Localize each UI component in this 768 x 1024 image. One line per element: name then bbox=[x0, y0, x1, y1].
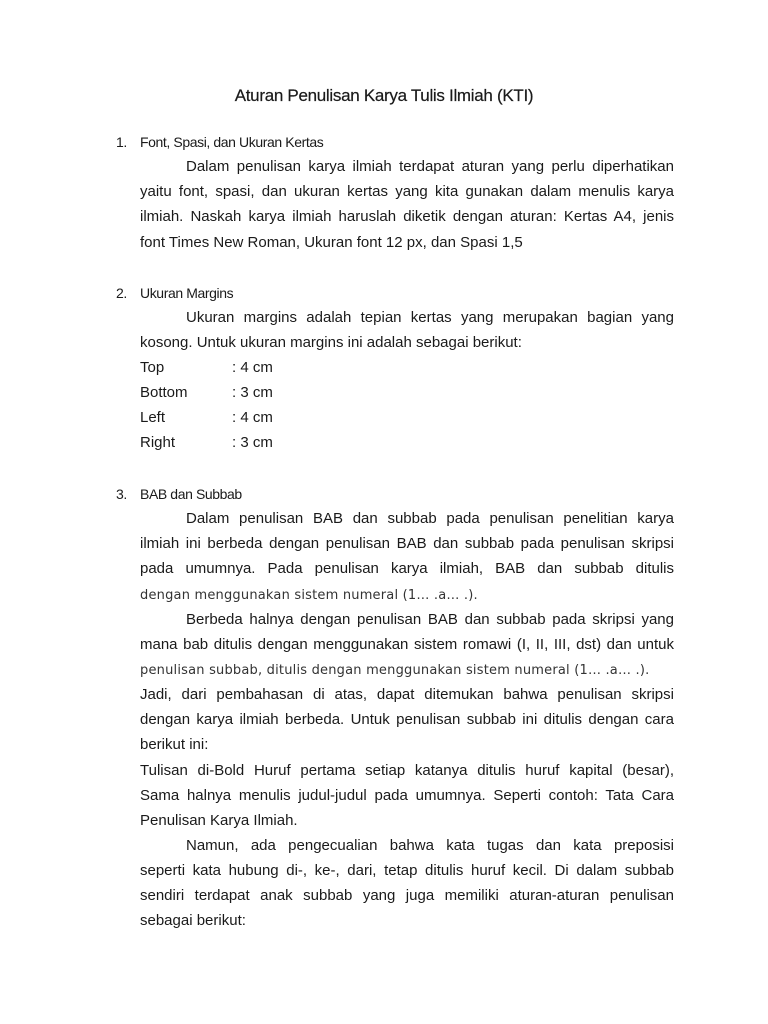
paragraph-line: ilmiah. Naskah karya ilmiah haruslah diketik dengan aturan: Kertas A4, jenis bbox=[140, 208, 674, 225]
margin-label: Right bbox=[140, 434, 176, 451]
paragraph-line: sendiri terdapat anak subbab yang juga memiliki aturan-aturan penulisan bbox=[140, 887, 674, 904]
margin-row bbox=[140, 409, 273, 426]
margin-value: : 4 cm bbox=[232, 409, 273, 426]
paragraph-line: yaitu font, spasi, dan ukuran kertas yang kita gunakan dalam menulis karya bbox=[140, 183, 674, 200]
section-1-heading bbox=[116, 134, 323, 150]
section-3-number: 3. bbox=[116, 486, 127, 502]
margin-value: : 3 cm bbox=[232, 434, 273, 451]
paragraph-line: Tulisan di-Bold Huruf pertama setiap katanya ditulis huruf kapital (besar), bbox=[140, 762, 674, 779]
paragraph-line: ilmiah ini berbeda dengan penulisan BAB dan subbab pada penulisan skripsi bbox=[140, 535, 674, 552]
paragraph-line: penulisan subbab, ditulis dengan menggunakan sistem numeral (1… .a… .). bbox=[140, 663, 650, 678]
section-2-title: Ukuran Margins bbox=[140, 285, 234, 301]
margin-value: : 3 cm bbox=[232, 384, 273, 401]
paragraph-line: Berbeda halnya dengan penulisan BAB dan subbab pada skripsi yang bbox=[186, 611, 674, 628]
paragraph-line: pada umumnya. Pada penulisan karya ilmiah, BAB dan subbab ditulis bbox=[140, 560, 674, 577]
section-1-number: 1. bbox=[116, 134, 127, 150]
paragraph-line: Dalam penulisan BAB dan subbab pada penulisan penelitian karya bbox=[186, 510, 674, 527]
paragraph-line: seperti kata hubung di-, ke-, dari, tetap ditulis huruf kecil. Di dalam subbab bbox=[140, 862, 674, 879]
paragraph-line: dengan menggunakan sistem numeral (1… .a… .). bbox=[140, 588, 478, 603]
paragraph-line: Penulisan Karya Ilmiah. bbox=[140, 812, 298, 829]
paragraph-line: font Times New Roman, Ukuran font 12 px, dan Spasi 1,5 bbox=[140, 234, 523, 251]
section-2-number: 2. bbox=[116, 285, 127, 301]
section-3-title: BAB dan Subbab bbox=[140, 486, 242, 502]
paragraph-line: Jadi, dari pembahasan di atas, dapat ditemukan bahwa penulisan skripsi bbox=[140, 686, 674, 703]
document-title: Aturan Penulisan Karya Tulis Ilmiah (KTI) bbox=[234, 86, 534, 105]
paragraph-line: Namun, ada pengecualian bahwa kata tugas dan kata preposisi bbox=[186, 837, 674, 854]
margin-row bbox=[140, 384, 273, 401]
paragraph-line: kosong. Untuk ukuran margins ini adalah sebagai berikut: bbox=[140, 334, 522, 351]
paragraph-line: berikut ini: bbox=[140, 736, 209, 753]
paragraph-line: Ukuran margins adalah tepian kertas yang merupakan bagian yang bbox=[186, 309, 674, 326]
margin-row bbox=[140, 359, 273, 376]
paragraph-line: sebagai berikut: bbox=[140, 912, 246, 929]
margin-row bbox=[140, 434, 273, 451]
paragraph-line: Dalam penulisan karya ilmiah terdapat aturan yang perlu diperhatikan bbox=[186, 158, 674, 175]
margin-label: Top bbox=[140, 359, 165, 376]
margin-value: : 4 cm bbox=[232, 359, 273, 376]
paragraph-line: Sama halnya menulis judul-judul pada umumnya. Seperti contoh: Tata Cara bbox=[140, 787, 674, 804]
paragraph-line: dengan karya ilmiah berbeda. Untuk penulisan subbab ini ditulis dengan cara bbox=[140, 711, 674, 728]
margin-label: Left bbox=[140, 409, 166, 426]
margin-label: Bottom bbox=[140, 384, 188, 401]
paragraph-line: mana bab ditulis dengan menggunakan sistem romawi (I, II, III, dst) dan untuk bbox=[140, 636, 674, 653]
section-2-heading bbox=[116, 285, 233, 301]
section-1-title: Font, Spasi, dan Ukuran Kertas bbox=[140, 134, 324, 150]
section-3-heading bbox=[116, 486, 242, 502]
